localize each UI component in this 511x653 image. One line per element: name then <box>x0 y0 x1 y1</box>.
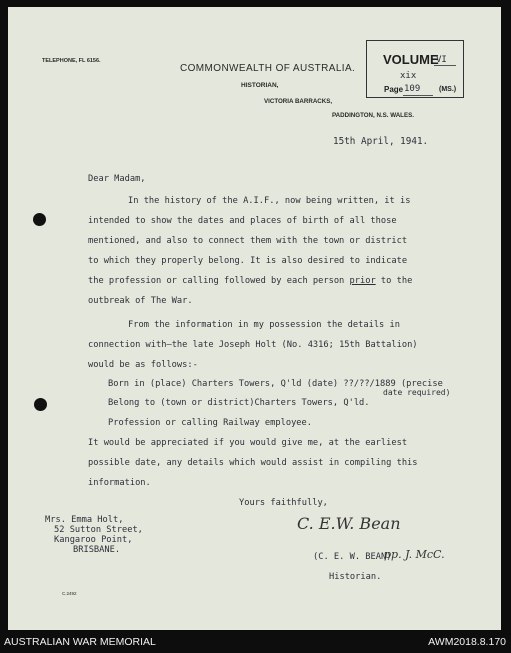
letterhead-place: VICTORIA BARRACKS, <box>264 98 333 105</box>
closing: Yours faithfully, <box>239 498 328 508</box>
profession-value: Railway employee. <box>223 418 312 428</box>
para2-line3: would be as follows:- <box>88 360 198 370</box>
addressee-line1: Mrs. Emma Holt, <box>45 515 124 525</box>
para2-line2: connection with—the late Joseph Holt (No. 4316; 15th Battalion) <box>88 340 418 350</box>
stamp-ref: xix <box>400 71 417 81</box>
footer-institution: AUSTRALIAN WAR MEMORIAL <box>4 636 156 648</box>
telephone-number: TELEPHONE, FL 6156. <box>42 58 101 64</box>
volume-label: VOLUME <box>383 52 439 67</box>
born-value: Charters Towers, Q'ld <box>191 379 302 389</box>
para1-line3: mentioned, and also to connect them with the town or district <box>88 236 408 246</box>
birth-date-value: ??/??/1889 <box>343 379 396 389</box>
addressee-line4: BRISBANE. <box>73 545 121 555</box>
volume-value: VI <box>436 55 447 65</box>
letterhead-city: PADDINGTON, N.S. WALES. <box>332 112 414 119</box>
signatory-title: Historian. <box>329 572 382 582</box>
belong-value: Charters Towers, Q'ld. <box>254 398 370 408</box>
para1-line5: the profession or calling followed by each person prior to the <box>88 276 413 286</box>
page-value: 109 <box>404 84 421 94</box>
para1-line1: In the history of the A.I.F., now being written, it is <box>128 196 411 206</box>
para1-line4: to which they properly belong. It is also desired to indicate <box>88 256 408 266</box>
salutation: Dear Madam, <box>88 174 146 184</box>
soldier-entry: the late Joseph Holt (No. 4316; 15th Battalion) <box>171 340 418 350</box>
para3-line3: information. <box>88 478 151 488</box>
para3-line2: possible date, any details which would assist in compiling this <box>88 458 418 468</box>
punch-hole-top <box>33 213 46 226</box>
prior-word: prior <box>349 276 376 286</box>
form-code: C.2492 <box>62 591 77 596</box>
para1-line2: intended to show the dates and places of birth of all those <box>88 216 397 226</box>
letterhead-office: HISTORIAN, <box>241 82 279 89</box>
signature: C. E.W. Bean <box>297 514 401 533</box>
letter-date: 15th April, 1941. <box>333 136 429 147</box>
footer-accession: AWM2018.8.170 <box>428 636 506 648</box>
signature-annotation: pp. J. McC. <box>384 548 445 561</box>
page-label: Page <box>384 85 404 94</box>
addressee-line2: 52 Sutton Street, <box>54 525 143 535</box>
punch-hole-bottom <box>34 398 47 411</box>
addressee-line3: Kangaroo Point, <box>54 535 133 545</box>
date-note: date required) <box>383 388 451 397</box>
born-line: Born in (place) Charters Towers, Q'ld (date) ??/??/1889 (precise <box>108 379 443 389</box>
para2-line1: From the information in my possession the details in <box>128 320 400 330</box>
signatory-name: (C. E. W. BEAN) <box>313 552 392 562</box>
belong-line: Belong to (town or district)Charters Towers, Q'ld. <box>108 398 370 408</box>
para3-line1: It would be appreciated if you would give me, at the earliest <box>88 438 408 448</box>
profession-line: Profession or calling Railway employee. <box>108 418 312 428</box>
ms-label: (MS.) <box>439 86 457 93</box>
para1-line6: outbreak of The War. <box>88 296 193 306</box>
letterhead-org: COMMONWEALTH OF AUSTRALIA. <box>180 63 356 74</box>
